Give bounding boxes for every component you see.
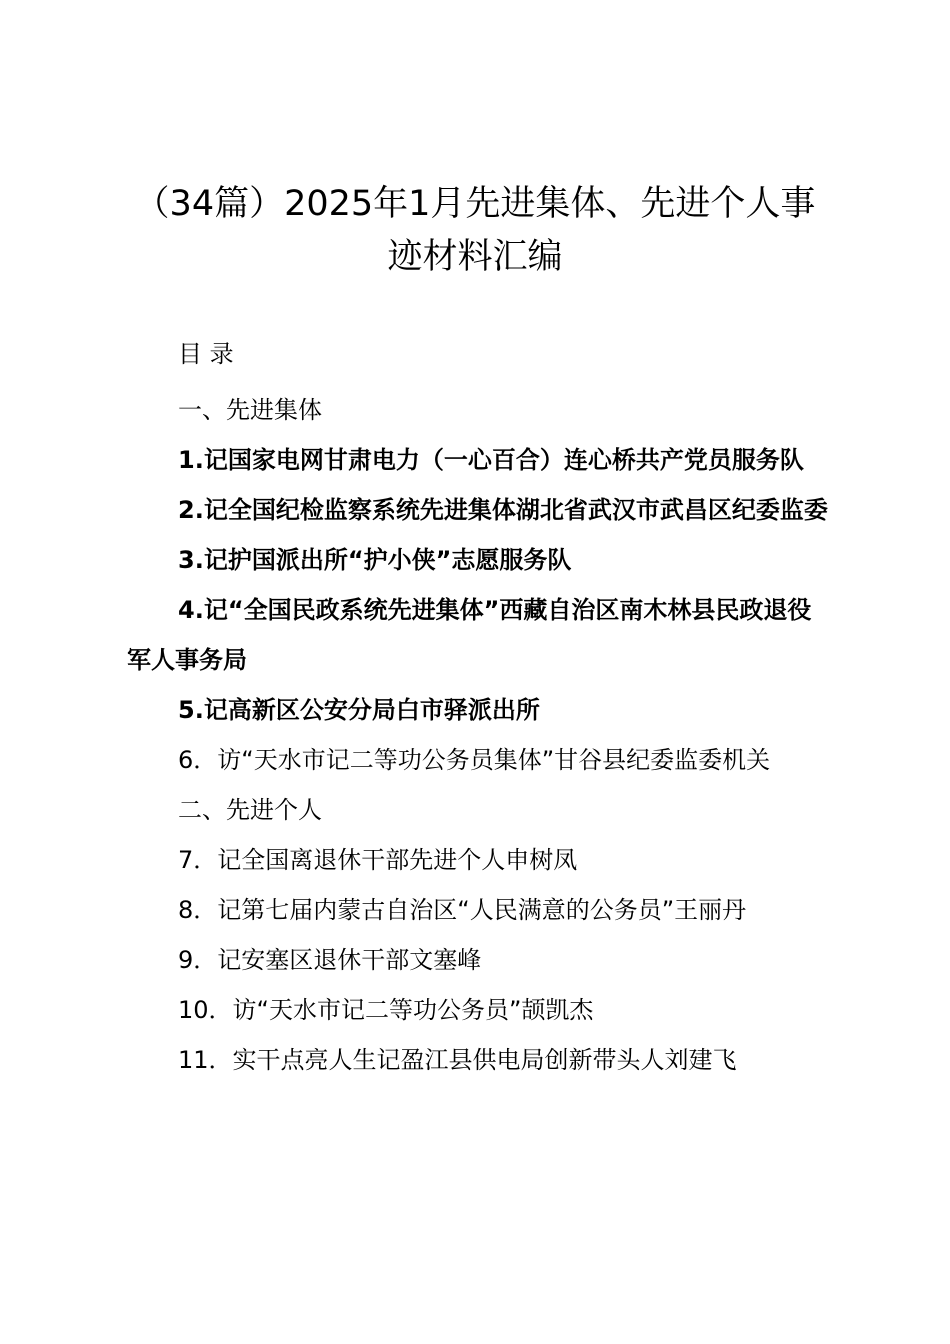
- toc-item-5: 5.记高新区公安分局白市驿派出所: [178, 696, 540, 724]
- toc-section-collective: 一、先进集体: [178, 396, 322, 424]
- toc-item-8: 8．记第七届内蒙古自治区“人民满意的公务员”王丽丹: [178, 896, 747, 924]
- document-title-line-1: （34篇）2025年1月先进集体、先进个人事: [134, 184, 816, 224]
- toc-item-6: 6．访“天水市记二等功公务员集体”甘谷县纪委监委机关: [178, 746, 771, 774]
- toc-item-4: 4.记“全国民政系统先进集体”西藏自治区南木林县民政退役军人事务局: [127, 596, 812, 674]
- toc-section-individual: 二、先进个人: [178, 796, 322, 824]
- toc-item-3: 3.记护国派出所“护小侠”志愿服务队: [178, 546, 572, 574]
- toc-item-9: 9．记安塞区退休干部文塞峰: [178, 946, 482, 974]
- document-title-line-2: 迹材料汇编: [387, 237, 563, 277]
- toc-item-10: 10．访“天水市记二等功公务员”颉凯杰: [178, 996, 594, 1024]
- toc-item-2: 2.记全国纪检监察系统先进集体湖北省武汉市武昌区纪委监委: [178, 496, 828, 524]
- toc-list: [127, 385, 832, 1085]
- toc-heading: 目 录: [178, 340, 234, 368]
- toc-item-11: 11．实干点亮人生记盈江县供电局创新带头人刘建飞: [178, 1046, 737, 1074]
- toc-item-7: 7．记全国离退休干部先进个人申树凤: [178, 846, 578, 874]
- toc-item-1: 1.记国家电网甘肃电力（一心百合）连心桥共产党员服务队: [178, 446, 804, 474]
